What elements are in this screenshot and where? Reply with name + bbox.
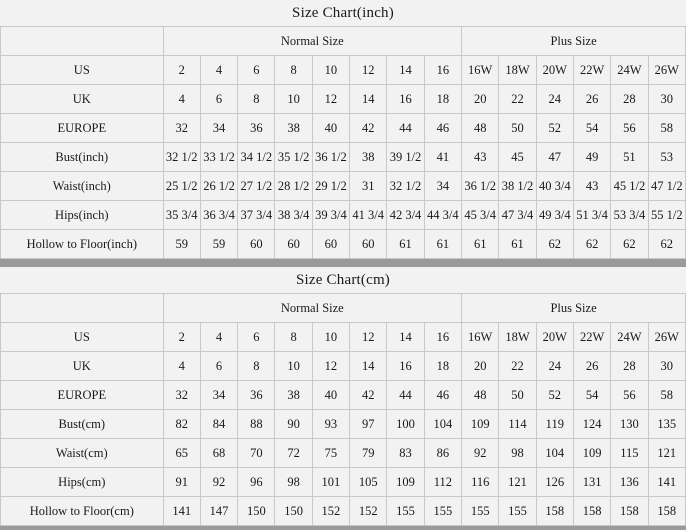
table-cell: 72 — [275, 439, 312, 468]
table-cell: 30 — [648, 85, 685, 114]
table-cell: 52 — [536, 381, 573, 410]
table-cell: 38 1/2 — [499, 172, 536, 201]
table-cell: 104 — [536, 439, 573, 468]
table-cell: 62 — [573, 230, 610, 259]
table-cell: 24W — [611, 323, 648, 352]
table-cell: 36 1/2 — [312, 143, 349, 172]
table-cell: 158 — [611, 497, 648, 526]
table-row — [1, 410, 686, 439]
table-row — [1, 468, 686, 497]
table-cell: 92 — [200, 468, 237, 497]
table-cell: 38 — [275, 381, 312, 410]
table-cell: 92 — [462, 439, 499, 468]
table-cell: 121 — [648, 439, 685, 468]
table-cell: 20W — [536, 56, 573, 85]
row-label: Bust(inch) — [1, 143, 164, 172]
table-cell: 28 1/2 — [275, 172, 312, 201]
table-cell: 53 3/4 — [611, 201, 648, 230]
chart-title: Size Chart(cm) — [0, 267, 686, 293]
group-header-row — [1, 294, 686, 323]
table-cell: 97 — [350, 410, 387, 439]
table-cell: 93 — [312, 410, 349, 439]
table-cell: 150 — [275, 497, 312, 526]
group-header-cell: Normal Size — [163, 27, 461, 56]
table-cell: 22W — [573, 323, 610, 352]
table-cell: 155 — [462, 497, 499, 526]
table-cell: 4 — [200, 323, 237, 352]
table-cell: 131 — [573, 468, 610, 497]
table-cell: 16W — [462, 323, 499, 352]
table-cell: 22 — [499, 352, 536, 381]
table-cell: 62 — [611, 230, 648, 259]
table-cell: 54 — [573, 114, 610, 143]
table-cell: 51 — [611, 143, 648, 172]
table-cell: 6 — [238, 323, 275, 352]
table-cell: 39 3/4 — [312, 201, 349, 230]
table-cell: 26W — [648, 56, 685, 85]
table-cell: 16W — [462, 56, 499, 85]
table-cell: 38 — [350, 143, 387, 172]
table-cell: 121 — [499, 468, 536, 497]
table-cell: 28 — [611, 85, 648, 114]
table-cell: 68 — [200, 439, 237, 468]
table-cell: 83 — [387, 439, 424, 468]
table-cell: 114 — [499, 410, 536, 439]
table-cell: 61 — [387, 230, 424, 259]
table-cell: 12 — [350, 323, 387, 352]
table-cell: 42 — [350, 114, 387, 143]
table-cell: 124 — [573, 410, 610, 439]
table-cell: 105 — [350, 468, 387, 497]
table-cell: 27 1/2 — [238, 172, 275, 201]
table-cell: 40 — [312, 114, 349, 143]
table-cell: 8 — [275, 56, 312, 85]
table-cell: 16 — [387, 352, 424, 381]
table-cell: 24 — [536, 85, 573, 114]
table-cell: 42 — [350, 381, 387, 410]
table-cell: 49 3/4 — [536, 201, 573, 230]
group-header-cell: Plus Size — [462, 27, 686, 56]
table-cell: 24 — [536, 352, 573, 381]
table-cell: 16 — [424, 56, 461, 85]
table-cell: 91 — [163, 468, 200, 497]
row-label: Waist(inch) — [1, 172, 164, 201]
size-chart-block — [0, 0, 686, 259]
table-cell: 109 — [573, 439, 610, 468]
group-header-cell: Normal Size — [163, 294, 461, 323]
table-cell: 96 — [238, 468, 275, 497]
table-cell: 36 1/2 — [462, 172, 499, 201]
table-cell: 54 — [573, 381, 610, 410]
table-cell: 26 1/2 — [200, 172, 237, 201]
table-cell: 60 — [275, 230, 312, 259]
table-cell: 10 — [312, 56, 349, 85]
table-cell: 48 — [462, 114, 499, 143]
table-row — [1, 381, 686, 410]
table-cell: 48 — [462, 381, 499, 410]
table-row — [1, 85, 686, 114]
table-cell: 18 — [424, 85, 461, 114]
table-cell: 47 — [536, 143, 573, 172]
table-cell: 31 — [350, 172, 387, 201]
table-cell: 40 3/4 — [536, 172, 573, 201]
table-cell: 58 — [648, 114, 685, 143]
table-cell: 56 — [611, 114, 648, 143]
table-cell: 14 — [387, 323, 424, 352]
table-cell: 82 — [163, 410, 200, 439]
table-row — [1, 497, 686, 526]
table-cell: 30 — [648, 352, 685, 381]
table-cell: 126 — [536, 468, 573, 497]
table-cell: 10 — [312, 323, 349, 352]
table-cell: 116 — [462, 468, 499, 497]
table-cell: 8 — [238, 85, 275, 114]
table-cell: 130 — [611, 410, 648, 439]
table-cell: 150 — [238, 497, 275, 526]
table-cell: 136 — [611, 468, 648, 497]
table-row — [1, 172, 686, 201]
table-cell: 155 — [387, 497, 424, 526]
table-cell: 4 — [200, 56, 237, 85]
table-row — [1, 439, 686, 468]
table-cell: 50 — [499, 381, 536, 410]
table-cell: 22 — [499, 85, 536, 114]
table-cell: 37 3/4 — [238, 201, 275, 230]
table-cell: 2 — [163, 323, 200, 352]
table-cell: 4 — [163, 85, 200, 114]
table-cell: 41 — [424, 143, 461, 172]
table-cell: 43 — [573, 172, 610, 201]
table-cell: 158 — [536, 497, 573, 526]
table-cell: 135 — [648, 410, 685, 439]
row-label: Bust(cm) — [1, 410, 164, 439]
table-cell: 10 — [275, 85, 312, 114]
table-cell: 14 — [387, 56, 424, 85]
table-cell: 45 1/2 — [611, 172, 648, 201]
table-cell: 62 — [648, 230, 685, 259]
row-label: Hips(inch) — [1, 201, 164, 230]
table-cell: 55 1/2 — [648, 201, 685, 230]
table-cell: 12 — [350, 56, 387, 85]
table-cell: 8 — [238, 352, 275, 381]
table-cell: 28 — [611, 352, 648, 381]
table-cell: 46 — [424, 381, 461, 410]
size-table — [0, 26, 686, 259]
row-label: Hollow to Floor(cm) — [1, 497, 164, 526]
table-cell: 60 — [312, 230, 349, 259]
table-cell: 88 — [238, 410, 275, 439]
table-cell: 14 — [350, 352, 387, 381]
table-cell: 51 3/4 — [573, 201, 610, 230]
table-cell: 40 — [312, 381, 349, 410]
table-cell: 65 — [163, 439, 200, 468]
table-cell: 115 — [611, 439, 648, 468]
table-cell: 61 — [424, 230, 461, 259]
table-cell: 59 — [200, 230, 237, 259]
table-cell: 60 — [350, 230, 387, 259]
table-cell: 39 1/2 — [387, 143, 424, 172]
group-header-cell: Plus Size — [462, 294, 686, 323]
table-cell: 32 — [163, 381, 200, 410]
table-cell: 70 — [238, 439, 275, 468]
table-cell: 33 1/2 — [200, 143, 237, 172]
table-cell: 104 — [424, 410, 461, 439]
table-cell: 75 — [312, 439, 349, 468]
table-cell: 84 — [200, 410, 237, 439]
table-cell: 47 1/2 — [648, 172, 685, 201]
table-cell: 41 3/4 — [350, 201, 387, 230]
table-cell: 36 — [238, 114, 275, 143]
group-header-corner — [1, 27, 164, 56]
table-cell: 119 — [536, 410, 573, 439]
table-cell: 45 3/4 — [462, 201, 499, 230]
table-cell: 22W — [573, 56, 610, 85]
table-cell: 158 — [648, 497, 685, 526]
table-cell: 32 1/2 — [387, 172, 424, 201]
table-cell: 25 1/2 — [163, 172, 200, 201]
table-cell: 24W — [611, 56, 648, 85]
table-cell: 38 — [275, 114, 312, 143]
table-cell: 6 — [200, 85, 237, 114]
table-cell: 44 3/4 — [424, 201, 461, 230]
table-cell: 4 — [163, 352, 200, 381]
table-cell: 20 — [462, 85, 499, 114]
table-cell: 29 1/2 — [312, 172, 349, 201]
table-cell: 58 — [648, 381, 685, 410]
table-cell: 20 — [462, 352, 499, 381]
table-cell: 26 — [573, 85, 610, 114]
row-label: UK — [1, 352, 164, 381]
table-cell: 36 — [238, 381, 275, 410]
table-row — [1, 230, 686, 259]
table-row — [1, 143, 686, 172]
table-cell: 49 — [573, 143, 610, 172]
size-table — [0, 293, 686, 526]
table-cell: 147 — [200, 497, 237, 526]
table-row — [1, 56, 686, 85]
table-cell: 59 — [163, 230, 200, 259]
table-cell: 16 — [387, 85, 424, 114]
table-cell: 14 — [350, 85, 387, 114]
table-cell: 18 — [424, 352, 461, 381]
table-cell: 6 — [238, 56, 275, 85]
table-row — [1, 352, 686, 381]
table-cell: 79 — [350, 439, 387, 468]
table-cell: 42 3/4 — [387, 201, 424, 230]
table-cell: 50 — [499, 114, 536, 143]
table-cell: 18W — [499, 323, 536, 352]
table-cell: 8 — [275, 323, 312, 352]
table-cell: 32 — [163, 114, 200, 143]
chart-title: Size Chart(inch) — [0, 0, 686, 26]
table-cell: 141 — [648, 468, 685, 497]
table-cell: 36 3/4 — [200, 201, 237, 230]
table-row — [1, 201, 686, 230]
table-cell: 34 1/2 — [238, 143, 275, 172]
table-cell: 6 — [200, 352, 237, 381]
table-cell: 46 — [424, 114, 461, 143]
row-label: EUROPE — [1, 381, 164, 410]
table-cell: 12 — [312, 352, 349, 381]
table-cell: 61 — [499, 230, 536, 259]
table-cell: 26 — [573, 352, 610, 381]
table-cell: 32 1/2 — [163, 143, 200, 172]
table-cell: 158 — [573, 497, 610, 526]
table-cell: 20W — [536, 323, 573, 352]
table-cell: 34 — [200, 114, 237, 143]
table-cell: 152 — [350, 497, 387, 526]
table-cell: 86 — [424, 439, 461, 468]
table-cell: 47 3/4 — [499, 201, 536, 230]
table-cell: 98 — [499, 439, 536, 468]
table-cell: 101 — [312, 468, 349, 497]
table-cell: 35 3/4 — [163, 201, 200, 230]
table-cell: 53 — [648, 143, 685, 172]
size-chart-block — [0, 267, 686, 526]
table-cell: 12 — [312, 85, 349, 114]
table-cell: 43 — [462, 143, 499, 172]
table-cell: 109 — [462, 410, 499, 439]
table-cell: 152 — [312, 497, 349, 526]
row-label: Waist(cm) — [1, 439, 164, 468]
table-cell: 109 — [387, 468, 424, 497]
table-cell: 34 — [424, 172, 461, 201]
table-cell: 44 — [387, 381, 424, 410]
table-row — [1, 114, 686, 143]
table-row — [1, 323, 686, 352]
table-cell: 16 — [424, 323, 461, 352]
table-cell: 34 — [200, 381, 237, 410]
group-header-corner — [1, 294, 164, 323]
table-cell: 112 — [424, 468, 461, 497]
table-cell: 155 — [499, 497, 536, 526]
row-label: Hips(cm) — [1, 468, 164, 497]
table-cell: 60 — [238, 230, 275, 259]
table-cell: 18W — [499, 56, 536, 85]
table-cell: 44 — [387, 114, 424, 143]
table-cell: 62 — [536, 230, 573, 259]
row-label: UK — [1, 85, 164, 114]
chart-separator — [0, 259, 686, 267]
table-cell: 56 — [611, 381, 648, 410]
table-cell: 52 — [536, 114, 573, 143]
row-label: US — [1, 56, 164, 85]
row-label: Hollow to Floor(inch) — [1, 230, 164, 259]
table-cell: 38 3/4 — [275, 201, 312, 230]
table-cell: 100 — [387, 410, 424, 439]
table-cell: 155 — [424, 497, 461, 526]
table-cell: 26W — [648, 323, 685, 352]
table-cell: 98 — [275, 468, 312, 497]
table-cell: 2 — [163, 56, 200, 85]
table-cell: 45 — [499, 143, 536, 172]
group-header-row — [1, 27, 686, 56]
table-cell: 141 — [163, 497, 200, 526]
table-cell: 10 — [275, 352, 312, 381]
table-cell: 90 — [275, 410, 312, 439]
table-cell: 61 — [462, 230, 499, 259]
row-label: US — [1, 323, 164, 352]
table-cell: 35 1/2 — [275, 143, 312, 172]
row-label: EUROPE — [1, 114, 164, 143]
